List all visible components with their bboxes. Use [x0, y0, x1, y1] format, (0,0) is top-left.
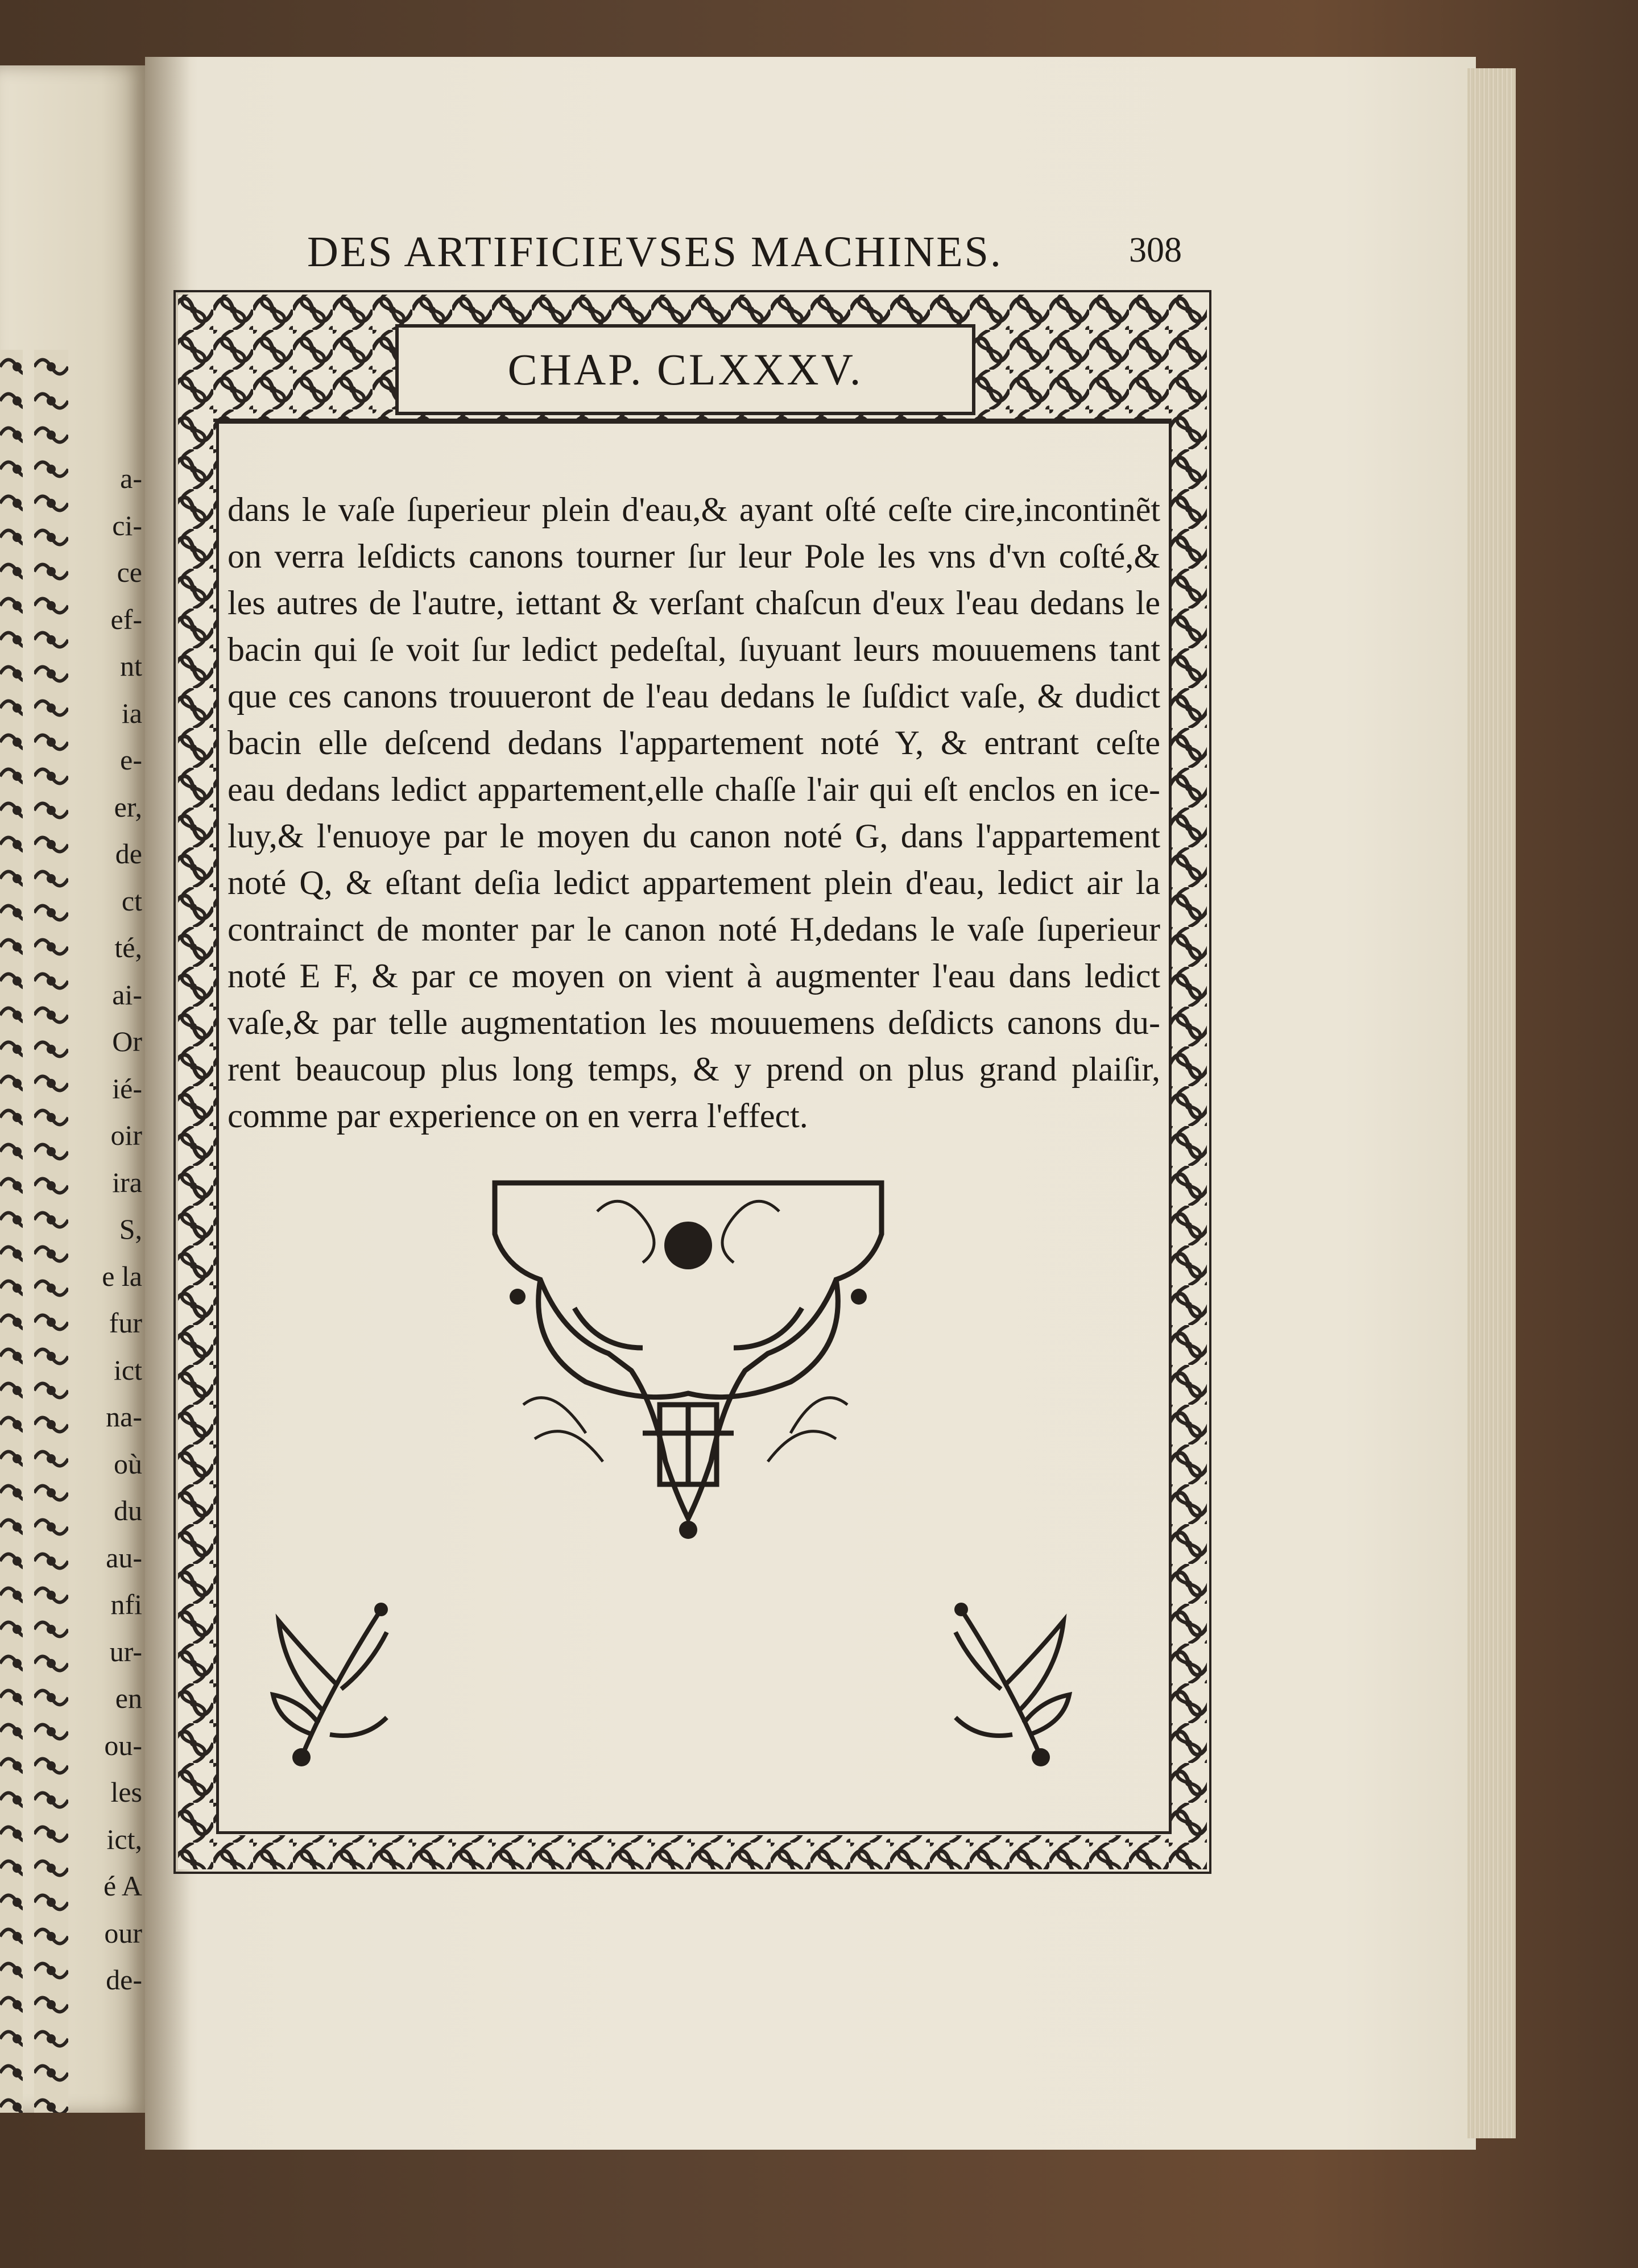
left-page-fragment: nfi — [110, 1588, 142, 1620]
acanthus-fleuron-left — [267, 1587, 392, 1780]
left-page-fragment: les — [110, 1776, 142, 1808]
body-text-line: que ces canons trouueront de l'eau dedans le ſuſdict vaſe, & dudict — [228, 677, 1160, 715]
body-text-line: noté E F, & par ce moyen on vient à augmenter l'eau dans ledict — [228, 957, 1160, 995]
body-text-line: luy,& l'enuoye par le moyen du canon noté G, dans l'appartement — [228, 817, 1160, 855]
left-page-fragment: au- — [106, 1541, 142, 1574]
body-text-line: les autres de l'autre, iettant & verſant chaſcun d'eux l'eau dedans le — [228, 584, 1160, 622]
left-page-fragment: fur — [109, 1307, 142, 1339]
left-page-border — [0, 350, 74, 2113]
left-page-fragment: en — [115, 1682, 142, 1714]
left-page-fragment: de — [115, 838, 142, 870]
left-page-fragment: ef- — [110, 603, 142, 635]
left-page-fragment: er, — [114, 791, 142, 823]
left-page-fragment: ai- — [112, 978, 142, 1011]
left-page-fragment: du — [114, 1495, 142, 1526]
body-text-line: rent beaucoup plus long temps, & y prend on plus grand plaiſir, — [228, 1050, 1160, 1088]
body-text-line: noté Q, & eſtant deſia ledict appartement plein d'eau, ledict air la — [228, 864, 1160, 901]
left-page-fragment: ia — [121, 697, 142, 729]
chapter-heading: CHAP. CLXXXV. — [507, 345, 863, 394]
left-page-fragment: é A — [103, 1870, 142, 1902]
left-page-fragment: de- — [106, 1964, 142, 1996]
left-page-fragment: e- — [120, 744, 142, 776]
left-page-fragment: ou- — [104, 1729, 142, 1761]
body-text-line: on verra leſdicts canons tourner ſur leur Pole les vns d'vn coſté,& — [228, 537, 1160, 575]
running-head: DES ARTIFICIEVSES MACHINES. — [307, 228, 1003, 276]
acanthus-fleuron-right — [950, 1587, 1075, 1780]
body-text-line: bacin qui ſe voit ſur ledict pedeſtal, ſuyuant leurs mouuemens tant — [228, 631, 1160, 668]
left-page-fragment: our — [104, 1917, 142, 1949]
body-text-line: eau dedans ledict appartement,elle chaſſe l'air qui eſt enclos en ice- — [228, 771, 1160, 808]
left-page-fragment: ct — [121, 884, 142, 917]
page-number: 308 — [1129, 231, 1182, 270]
left-page-fragment: ira — [112, 1166, 142, 1198]
left-page-fragment: ur- — [109, 1635, 142, 1667]
left-page-fragment: na- — [106, 1401, 142, 1433]
body-text-line: comme par experience on en verra l'effect. — [228, 1097, 808, 1135]
left-page-fragment: ict, — [106, 1823, 142, 1855]
page-edges — [1467, 68, 1516, 2138]
left-page-fragment: oir — [110, 1119, 142, 1151]
body-text-line: dans le vaſe ſuperieur plein d'eau,& ayant oſté ceſte cire,incontinẽt — [228, 491, 1160, 528]
left-page-fragment: ict — [114, 1354, 142, 1386]
left-page-fragment: S, — [119, 1213, 142, 1245]
left-page-fragment: ce — [117, 556, 142, 588]
left-page-fragment: ié- — [112, 1072, 142, 1104]
body-text-line: vaſe,& par telle augmentation les mouuemens deſdicts canons du- — [228, 1004, 1160, 1041]
left-page-fragment: té, — [114, 932, 142, 963]
left-page-fragment: e la — [102, 1260, 142, 1292]
left-page-fragment: Or — [112, 1025, 142, 1057]
left-page-fragment: a- — [120, 462, 142, 494]
left-page-fragment: où — [114, 1447, 142, 1480]
body-text-line: contrainct de monter par le canon noté H,dedans le vaſe ſuperieur — [228, 910, 1160, 948]
body-text — [228, 486, 1160, 1139]
left-page-fragment: nt — [120, 650, 142, 682]
cartouche-tailpiece-ornament — [472, 1166, 904, 1541]
body-text-line: bacin elle deſcend dedans l'appartement noté Y, & entrant ceſte — [228, 724, 1160, 761]
chapter-heading-box — [395, 324, 975, 415]
left-page-fragment: ci- — [112, 509, 142, 541]
